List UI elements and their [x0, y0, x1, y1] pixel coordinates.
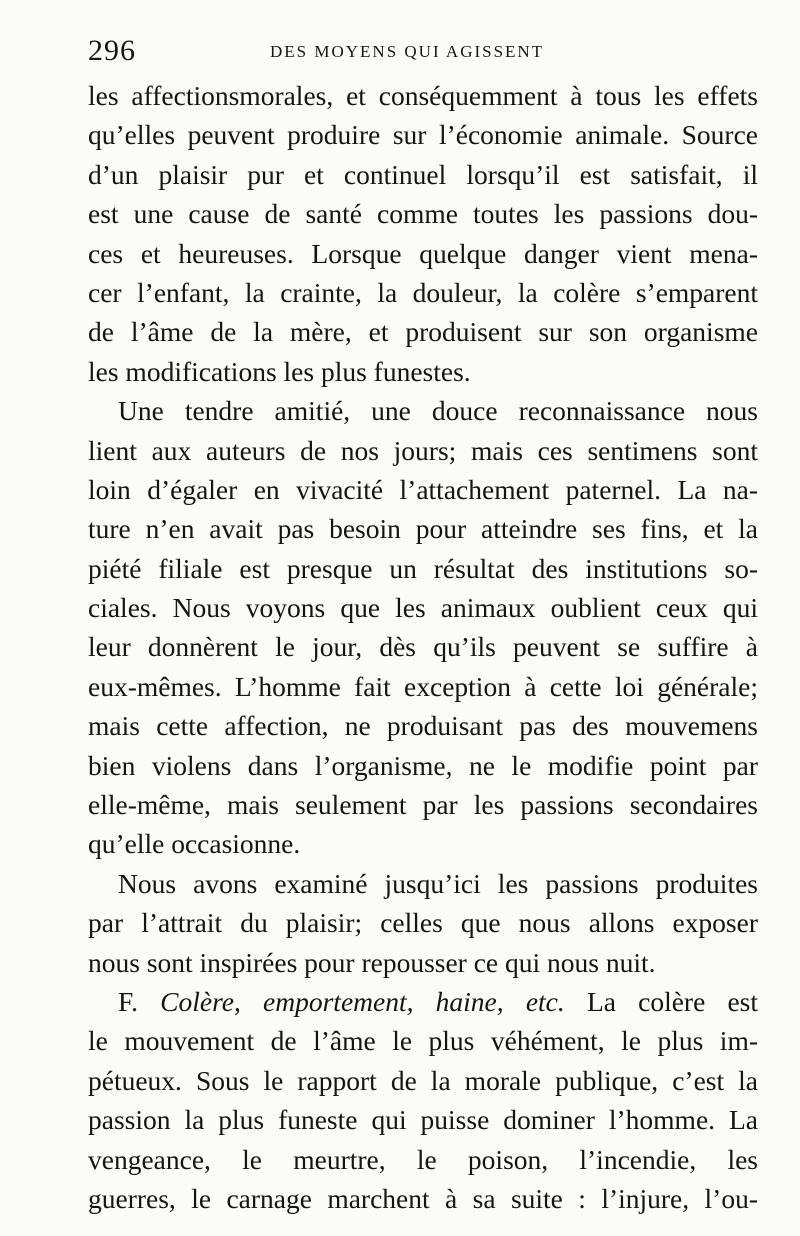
text-line: cer l’enfant, la crainte, la douleur, la colère s’emparent	[88, 276, 758, 308]
text-line: est une cause de santé comme toutes les passions dou-	[88, 198, 758, 230]
text-line: nous sont inspirées pour repousser ce qui nous nuit.	[88, 946, 656, 978]
text-line: d’un plaisir pur et continuel lorsqu’il est satisfait, il	[88, 158, 758, 190]
text-line: pétueux. Sous le rapport de la morale publique, c’est la	[88, 1064, 758, 1096]
section-heading: Colère, emportement, haine, etc.	[160, 985, 565, 1017]
text-line: passion la plus funeste qui puisse dominer l’homme. La	[88, 1104, 758, 1136]
paragraph-start-line: Une tendre amitié, une douce reconnaissance nous	[118, 395, 758, 427]
text-line: bien violens dans l’organisme, ne le modifie point par	[88, 749, 758, 781]
text-line: leur donnèrent le jour, dès qu’ils peuvent se suffire à	[88, 631, 758, 663]
running-title: DES MOYENS QUI AGISSENT	[270, 42, 545, 61]
text-line: qu’elles peuvent produire sur l’économie animale. Source	[88, 119, 758, 151]
text-line: de l’âme de la mère, et produisent sur son organisme	[88, 316, 758, 348]
text-line: le mouvement de l’âme le plus véhément, le plus im-	[88, 1025, 758, 1057]
section-label: F.	[118, 985, 138, 1017]
running-head	[88, 34, 758, 70]
text-line: les affectionsmorales, et conséquemment à tous les effets	[88, 80, 758, 111]
text-line: loin d’égaler en vivacité l’attachement paternel. La na-	[88, 473, 758, 505]
text-line: elle-même, mais seulement par les passions secondaires	[88, 789, 758, 821]
text-line: guerres, le carnage marchent à sa suite : l’injure, l’ou-	[88, 1182, 758, 1214]
text-line: qu’elle occasionne.	[88, 828, 301, 860]
section-first-text: La colère est	[586, 985, 759, 1017]
text-line: mais cette affection, ne produisant pas des mouvemens	[88, 710, 758, 742]
page-number: 296	[88, 34, 136, 67]
text-line: ces et heureuses. Lorsque quelque danger vient mena-	[88, 237, 758, 269]
text-line: vengeance, le meurtre, le poison, l’incendie, les	[88, 1143, 758, 1175]
text-line: ciales. Nous voyons que les animaux oublient ceux qui	[88, 592, 758, 624]
body-text	[88, 76, 758, 1218]
text-line: ture n’en avait pas besoin pour atteindre ses fins, et la	[88, 513, 758, 545]
text-line: piété filiale est presque un résultat des institutions so-	[88, 552, 758, 584]
text-line: eux-mêmes. L’homme fait exception à cette loi générale;	[88, 670, 758, 702]
text-line: par l’attrait du plaisir; celles que nous allons exposer	[88, 907, 758, 939]
section-heading-line	[88, 982, 758, 1021]
text-line: les modifications les plus funestes.	[88, 355, 471, 387]
text-line: lient aux auteurs de nos jours; mais ces sentimens sont	[88, 434, 758, 466]
paragraph-start-line: Nous avons examiné jusqu’ici les passions produites	[118, 867, 758, 899]
